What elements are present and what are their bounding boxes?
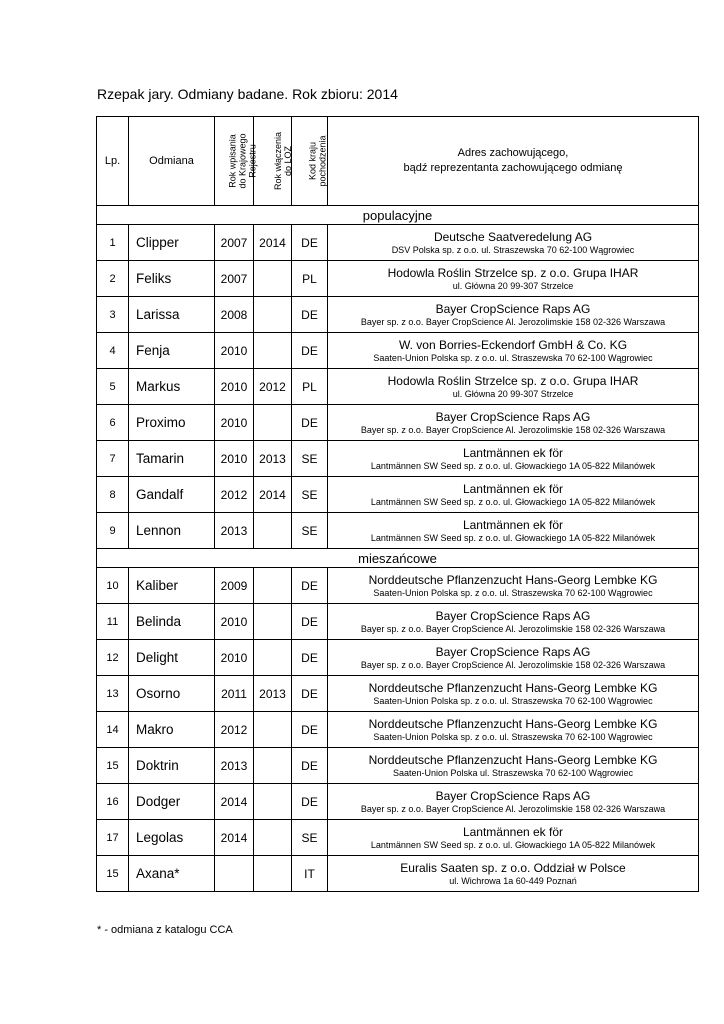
cell-adres [328,856,699,892]
representative-address: Lantmännen SW Seed sp. z o.o. ul. Głowackiego 1A 05-822 Milanówek [370,460,656,471]
cell-variety-name: Delight [129,640,215,676]
cell-variety-name: Larissa [129,297,215,333]
cell-lp: 9 [97,513,129,549]
cell-rok-loz [254,784,292,820]
header-adres [328,117,699,206]
cell-lp: 6 [97,405,129,441]
breeder-name: Norddeutsche Pflanzenzucht Hans-Georg Lembke KG [368,680,658,695]
breeder-name: Bayer CropScience Raps AG [435,301,591,316]
footnote: * - odmiana z katalogu CCA [97,924,233,936]
breeder-name: W. von Borries-Eckendorf GmbH & Co. KG [398,337,628,352]
breeder-name: Lantmännen ek för [462,824,564,839]
representative-address: Saaten-Union Polska sp. z o.o. ul. Straszewska 70 62-100 Wągrowiec [373,731,653,742]
cell-lp: 10 [97,568,129,604]
header-rok-wpisania-line: Rok wpisania [227,133,238,188]
cell-kod-kraju: SE [292,513,328,549]
cell-rok-loz [254,405,292,441]
section-label: mieszańcowe [97,549,699,568]
cell-rok-rejestru: 2007 [215,225,254,261]
cell-rok-rejestru: 2013 [215,513,254,549]
table-row [97,441,699,477]
cell-rok-loz: 2014 [254,225,292,261]
cell-rok-rejestru [215,856,254,892]
cell-lp: 12 [97,640,129,676]
header-kod-kraju [292,117,328,206]
cell-adres [328,405,699,441]
table-row [97,568,699,604]
representative-address: Saaten-Union Polska sp. z o.o. ul. Straszewska 70 62-100 Wągrowiec [373,587,653,598]
cell-kod-kraju: SE [292,820,328,856]
cell-variety-name: Kaliber [129,568,215,604]
cell-lp: 15 [97,748,129,784]
cell-lp: 14 [97,712,129,748]
header-rok-wlaczenia [254,117,292,206]
cell-rok-rejestru: 2010 [215,640,254,676]
cell-rok-loz [254,856,292,892]
cell-kod-kraju: SE [292,441,328,477]
cell-rok-loz [254,712,292,748]
cell-adres [328,441,699,477]
cell-adres [328,225,699,261]
breeder-name: Lantmännen ek för [462,481,564,496]
representative-address: Saaten-Union Polska ul. Straszewska 70 62-100 Wągrowiec [392,767,634,778]
header-rok-wpisania-line: do Krajowego [237,132,248,189]
table-row [97,297,699,333]
cell-rok-loz: 2012 [254,369,292,405]
breeder-name: Bayer CropScience Raps AG [435,644,591,659]
breeder-name: Bayer CropScience Raps AG [435,788,591,803]
header-adres-line: Adres zachowującego, [457,147,569,159]
cell-variety-name: Legolas [129,820,215,856]
cell-kod-kraju: DE [292,333,328,369]
breeder-name: Deutsche Saatveredelung AG [433,229,593,244]
cell-rok-rejestru: 2010 [215,405,254,441]
representative-address: Lantmännen SW Seed sp. z o.o. ul. Głowackiego 1A 05-822 Milanówek [370,532,656,543]
representative-address: ul. Główna 20 99-307 Strzelce [452,388,574,399]
cell-variety-name: Tamarin [129,441,215,477]
header-rok-wpisania-line: Rejestru [247,143,258,178]
cell-rok-loz [254,640,292,676]
cell-variety-name: Dodger [129,784,215,820]
cell-rok-rejestru: 2010 [215,604,254,640]
cell-rok-rejestru: 2010 [215,369,254,405]
representative-address: ul. Główna 20 99-307 Strzelce [452,280,574,291]
breeder-name: Norddeutsche Pflanzenzucht Hans-Georg Lembke KG [368,716,658,731]
cell-lp: 7 [97,441,129,477]
representative-address: Bayer sp. z o.o. Bayer CropScience Al. Jerozolimskie 158 02-326 Warszawa [360,803,666,814]
breeder-name: Lantmännen ek för [462,445,564,460]
representative-address: Lantmännen SW Seed sp. z o.o. ul. Głowackiego 1A 05-822 Milanówek [370,839,656,850]
representative-address: Lantmännen SW Seed sp. z o.o. ul. Głowackiego 1A 05-822 Milanówek [370,496,656,507]
cell-lp: 5 [97,369,129,405]
cell-kod-kraju: DE [292,712,328,748]
breeder-name: Hodowla Roślin Strzelce sp. z o.o. Grupa IHAR [387,265,639,280]
header-kod-kraju-line: pochodzenia [317,134,328,187]
cell-rok-loz: 2013 [254,676,292,712]
cell-rok-rejestru: 2010 [215,333,254,369]
cell-lp: 8 [97,477,129,513]
section-row [97,549,699,568]
breeder-name: Hodowla Roślin Strzelce sp. z o.o. Grupa IHAR [387,373,639,388]
cell-lp: 2 [97,261,129,297]
representative-address: DSV Polska sp. z o.o. ul. Straszewska 70 62-100 Wągrowiec [391,244,635,255]
cell-rok-rejestru: 2011 [215,676,254,712]
cell-kod-kraju: DE [292,405,328,441]
cell-kod-kraju: PL [292,369,328,405]
header-odmiana: Odmiana [129,117,215,206]
cell-rok-rejestru: 2014 [215,784,254,820]
cell-kod-kraju: DE [292,748,328,784]
table-row [97,748,699,784]
table-row [97,784,699,820]
breeder-name: Norddeutsche Pflanzenzucht Hans-Georg Lembke KG [368,572,658,587]
cell-lp: 4 [97,333,129,369]
cell-kod-kraju: DE [292,604,328,640]
table-row [97,712,699,748]
table-row [97,261,699,297]
cell-variety-name: Feliks [129,261,215,297]
cell-kod-kraju: PL [292,261,328,297]
table-row [97,369,699,405]
cell-lp: 17 [97,820,129,856]
cell-variety-name: Belinda [129,604,215,640]
cell-lp: 11 [97,604,129,640]
breeder-name: Norddeutsche Pflanzenzucht Hans-Georg Lembke KG [368,752,658,767]
representative-address: Bayer sp. z o.o. Bayer CropScience Al. Jerozolimskie 158 02-326 Warszawa [360,424,666,435]
header-rok-wlaczenia-line: do LOZ [283,145,294,176]
cell-adres [328,640,699,676]
cell-adres [328,568,699,604]
cell-lp: 13 [97,676,129,712]
cell-lp: 1 [97,225,129,261]
cell-variety-name: Axana* [129,856,215,892]
cell-rok-loz [254,820,292,856]
cell-lp: 16 [97,784,129,820]
cell-kod-kraju: DE [292,676,328,712]
table-row [97,820,699,856]
cell-rok-loz [254,568,292,604]
table-row [97,333,699,369]
cell-variety-name: Lennon [129,513,215,549]
representative-address: Bayer sp. z o.o. Bayer CropScience Al. Jerozolimskie 158 02-326 Warszawa [360,659,666,670]
cell-kod-kraju: DE [292,568,328,604]
cell-rok-loz [254,513,292,549]
cell-rok-rejestru: 2012 [215,712,254,748]
cell-adres [328,297,699,333]
breeder-name: Lantmännen ek för [462,517,564,532]
cell-rok-loz: 2013 [254,441,292,477]
table-row [97,477,699,513]
cell-adres [328,676,699,712]
cell-variety-name: Doktrin [129,748,215,784]
cell-rok-rejestru: 2010 [215,441,254,477]
cell-adres [328,513,699,549]
section-label: populacyjne [97,206,699,225]
cell-lp: 15 [97,856,129,892]
cell-rok-loz [254,261,292,297]
cell-kod-kraju: DE [292,297,328,333]
cell-rok-loz: 2014 [254,477,292,513]
cell-adres [328,333,699,369]
cell-rok-rejestru: 2012 [215,477,254,513]
representative-address: Bayer sp. z o.o. Bayer CropScience Al. Jerozolimskie 158 02-326 Warszawa [360,623,666,634]
cell-rok-rejestru: 2007 [215,261,254,297]
table-row [97,225,699,261]
header-rok-wlaczenia-line: Rok włączenia [273,131,284,190]
cell-variety-name: Fenja [129,333,215,369]
cell-adres [328,784,699,820]
cell-rok-loz [254,297,292,333]
cell-adres [328,477,699,513]
cell-rok-rejestru: 2008 [215,297,254,333]
cell-rok-loz [254,748,292,784]
cell-adres [328,369,699,405]
cell-adres [328,712,699,748]
header-adres-line: bądź reprezentanta zachowującego odmianę [403,162,623,174]
page-title: Rzepak jary. Odmiany badane. Rok zbioru: 2014 [97,86,398,102]
table-row [97,676,699,712]
section-row [97,206,699,225]
header-row [97,117,699,206]
varieties-table [96,116,699,892]
cell-variety-name: Makro [129,712,215,748]
cell-variety-name: Gandalf [129,477,215,513]
header-kod-kraju-line: Kod kraju [307,141,318,180]
breeder-name: Bayer CropScience Raps AG [435,608,591,623]
cell-kod-kraju: DE [292,784,328,820]
representative-address: Saaten-Union Polska sp. z o.o. ul. Straszewska 70 62-100 Wągrowiec [373,695,653,706]
header-lp: Lp. [97,117,129,206]
table-row [97,640,699,676]
cell-rok-rejestru: 2009 [215,568,254,604]
cell-adres [328,604,699,640]
cell-adres [328,820,699,856]
cell-adres [328,748,699,784]
cell-adres [328,261,699,297]
cell-rok-loz [254,604,292,640]
header-rok-wpisania [215,117,258,206]
cell-rok-rejestru: 2014 [215,820,254,856]
cell-variety-name: Osorno [129,676,215,712]
cell-kod-kraju: SE [292,477,328,513]
cell-kod-kraju: DE [292,640,328,676]
cell-rok-loz [254,333,292,369]
cell-lp: 3 [97,297,129,333]
cell-variety-name: Clipper [129,225,215,261]
cell-rok-rejestru: 2013 [215,748,254,784]
table-row [97,604,699,640]
representative-address: Saaten-Union Polska sp. z o.o. ul. Straszewska 70 62-100 Wągrowiec [373,352,653,363]
cell-kod-kraju: DE [292,225,328,261]
cell-variety-name: Markus [129,369,215,405]
cell-variety-name: Proximo [129,405,215,441]
cell-kod-kraju: IT [292,856,328,892]
representative-address: ul. Wichrowa 1a 60-449 Poznań [449,875,577,886]
representative-address: Bayer sp. z o.o. Bayer CropScience Al. Jerozolimskie 158 02-326 Warszawa [360,316,666,327]
table-row [97,856,699,892]
breeder-name: Euralis Saaten sp. z o.o. Oddział w Polsce [400,860,626,875]
breeder-name: Bayer CropScience Raps AG [435,409,591,424]
table-row [97,405,699,441]
table-row [97,513,699,549]
